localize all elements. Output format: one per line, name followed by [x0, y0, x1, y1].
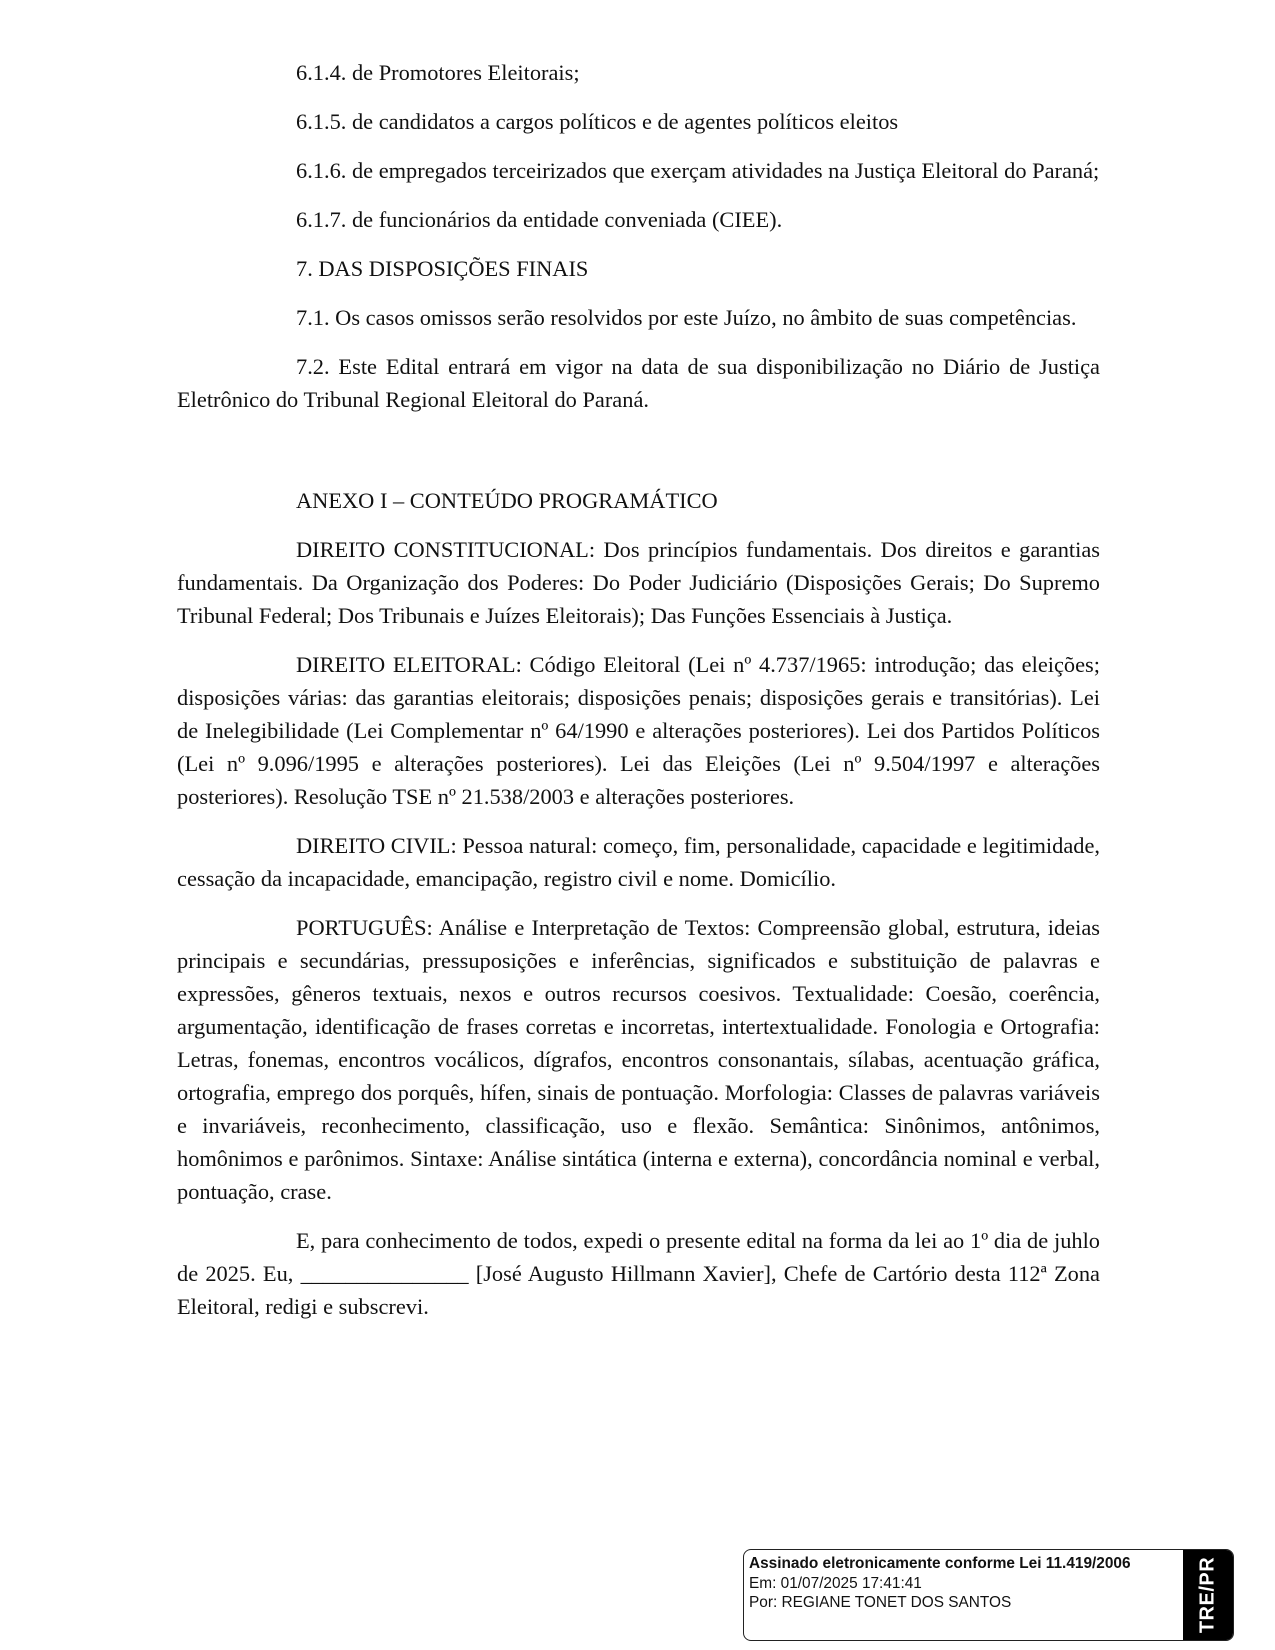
signature-details: [749, 1554, 1131, 1613]
paragraph-7-2: 7.2. Este Edital entrará em vigor na data de sua disponibilização no Diário de Justiça Eletrônico do Tribunal Regional Eleitoral do Paraná.: [177, 354, 1100, 412]
paragraph-7-1: 7.1. Os casos omissos serão resolvidos por este Juízo, no âmbito de suas competências.: [296, 305, 1077, 330]
signature-date: Em: 01/07/2025 17:41:41: [749, 1574, 922, 1592]
annex-heading: ANEXO I – CONTEÚDO PROGRAMÁTICO: [296, 488, 718, 513]
spacer: [177, 432, 1100, 484]
annex-direito-constitucional: DIREITO CONSTITUCIONAL: Dos princípios fundamentais. Dos direitos e garantias fundamentais. Da Organização dos Poderes: Do Poder Judiciário (Disposições Gerais; Do Supremo Tribunal Federal; Dos Tribunais e Juízes Eleitorais); Das Funções Essenciais à Justiça.: [177, 537, 1100, 628]
item-6-1-4: 6.1.4. de Promotores Eleitorais;: [296, 60, 580, 85]
annex-direito-eleitoral: DIREITO ELEITORAL: Código Eleitoral (Lei nº 4.737/1965: introdução; das eleições; disposições várias: das garantias eleitorais; disposições penais; disposições gerais e transitórias). Lei de Inelegibilidade (Lei Complementar nº 64/1990 e alterações posteriores). Lei dos Partidos Políticos (Lei nº 9.096/1995 e alterações posteriores). Lei das Eleições (Lei nº 9.504/1997 e alterações posteriores). Resolução TSE nº 21.538/2003 e alterações posteriores.: [177, 652, 1100, 809]
annex-portugues: PORTUGUÊS: Análise e Interpretação de Textos: Compreensão global, estrutura, ideias principais e secundárias, pressuposições e inferências, significados e substituição de palavras e expressões, gêneros textuais, nexos e outros recursos coesivos. Textualidade: Coesão, coerência, argumentação, identificação de frases corretas e incorretas, intertextualidade. Fonologia e Ortografia: Letras, fonemas, encontros vocálicos, dígrafos, encontros consonantais, sílabas, acentuação gráfica, ortografia, emprego dos porquês, hífen, sinais de pontuação. Morfologia: Classes de palavras variáveis e invariáveis, reconhecimento, classificação, uso e flexão. Semântica: Sinônimos, antônimos, homônimos e parônimos. Sintaxe: Análise sintática (interna e externa), concordância nominal e verbal, pontuação, crase.: [177, 915, 1100, 1204]
item-6-1-6: 6.1.6. de empregados terceirizados que exerçam atividades na Justiça Eleitoral do Paraná;: [296, 158, 1100, 183]
tre-pr-tag: [1183, 1550, 1233, 1640]
tre-pr-tag-label: TRE/PR: [1196, 1556, 1219, 1634]
annex-direito-civil: DIREITO CIVIL: Pessoa natural: começo, fim, personalidade, capacidade e legitimidade, cessação da incapacidade, emancipação, registro civil e nome. Domicílio.: [177, 833, 1100, 891]
signature-signer: Por: REGIANE TONET DOS SANTOS: [749, 1594, 1012, 1611]
item-6-1-5: 6.1.5. de candidatos a cargos políticos e de agentes políticos eleitos: [296, 109, 899, 134]
section-7-heading: 7. DAS DISPOSIÇÕES FINAIS: [296, 256, 589, 281]
item-6-1-7: 6.1.7. de funcionários da entidade conveniada (CIEE).: [296, 207, 783, 232]
signature-title: Assinado eletronicamente conforme Lei 11.419/2006: [749, 1555, 1131, 1572]
electronic-signature-box: [743, 1549, 1234, 1641]
document-body: [177, 56, 1100, 1339]
closing-paragraph: E, para conhecimento de todos, expedi o presente edital na forma da lei ao 1º dia de juhlo de 2025. Eu, _______________ [José Augusto Hillmann Xavier], Chefe de Cartório desta 112ª Zona Eleitoral, redigi e subscrevi.: [177, 1228, 1100, 1319]
